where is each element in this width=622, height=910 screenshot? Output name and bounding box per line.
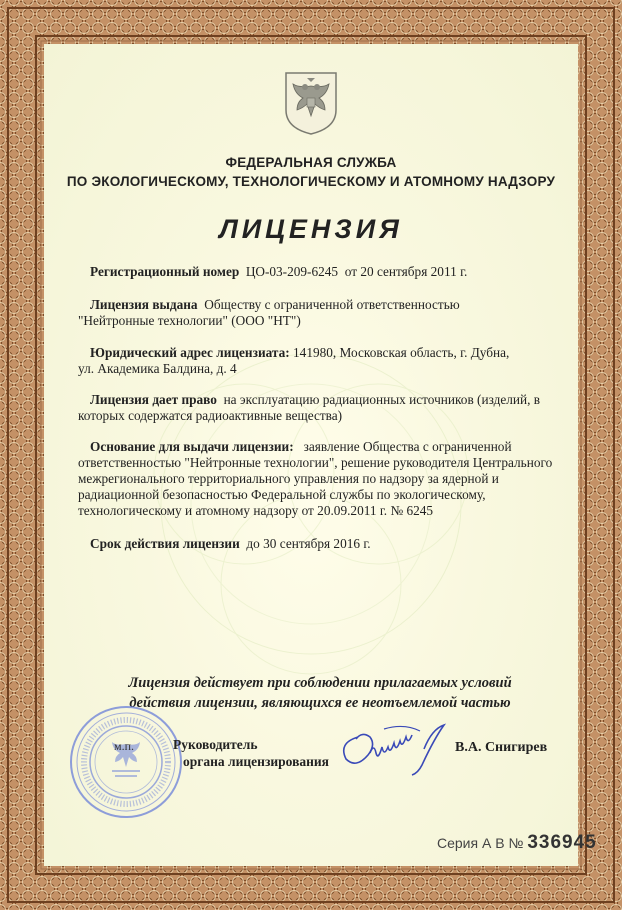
legal-address-label: Юридический адрес лицензиата: xyxy=(90,345,290,360)
license-basis-line5: технологическому и атомному надзору от 20.09.2011 г. № 6245 xyxy=(78,503,434,518)
license-basis-line3: межрегионального территориального управления по надзору за ядерной и xyxy=(78,471,499,486)
signer-name: В.А. Снигирев xyxy=(455,740,548,755)
license-basis-line4: радиационной безопасностью Федеральной службы по экологическому, xyxy=(78,487,486,502)
license-right-label: Лицензия дает право xyxy=(90,392,217,407)
agency-name-line1: ФЕДЕРАЛЬНАЯ СЛУЖБА xyxy=(225,155,397,170)
issued-to-line1: Обществу с ограниченной ответственностью xyxy=(204,297,460,312)
validity-value: до 30 сентября 2016 г. xyxy=(246,536,371,551)
license-basis-line2: ответственностью "Нейтронные технологии", решение руководителя Центрального xyxy=(78,455,553,470)
license-right-field xyxy=(78,392,558,424)
license-basis-label: Основание для выдачи лицензии: xyxy=(90,439,294,454)
serial-number xyxy=(437,832,597,854)
validity-note-line2: действия лицензии, являющихся ее неотъемлемой частью xyxy=(129,695,511,711)
issued-to-label: Лицензия выдана xyxy=(90,297,198,312)
handwritten-signature xyxy=(336,723,450,777)
legal-address-field xyxy=(78,345,558,377)
registration-date: от 20 сентября 2011 г. xyxy=(344,264,468,279)
head-title-line1: Руководитель xyxy=(173,737,258,752)
registration-label: Регистрационный номер xyxy=(90,264,240,279)
license-basis-line1: заявление Общества с ограниченной xyxy=(303,439,512,454)
license-basis-field xyxy=(78,439,558,519)
validity-field xyxy=(78,536,558,552)
series-number: 336945 xyxy=(527,832,597,853)
document-title: ЛИЦЕНЗИЯ xyxy=(219,214,403,244)
license-right-line1: на эксплуатацию радиационных источников (изделий, в xyxy=(223,392,541,407)
issued-to-line2: "Нейтронные технологии" (ООО "НТ") xyxy=(78,313,301,328)
head-title xyxy=(173,736,329,770)
head-title-line2: органа лицензирования xyxy=(183,754,329,769)
license-right-line2: которых содержатся радиоактивные вещества) xyxy=(78,408,343,423)
legal-address-line1: 141980, Московская область, г. Дубна, xyxy=(293,345,510,360)
agency-name-line2: ПО ЭКОЛОГИЧЕСКОМУ, ТЕХНОЛОГИЧЕСКОМУ И АТОМНОМУ НАДЗОРУ xyxy=(66,174,556,189)
legal-address-line2: ул. Академика Балдина, д. 4 xyxy=(78,361,237,376)
registration-field xyxy=(90,264,570,280)
seal-place-label: м.п. xyxy=(114,739,135,753)
validity-note-line1: Лицензия действует при соблюдении прилагаемых условий xyxy=(128,675,512,691)
validity-label: Срок действия лицензии xyxy=(90,536,240,551)
coat-of-arms-emblem xyxy=(283,70,339,136)
official-seal-stamp xyxy=(68,704,184,820)
registration-number: ЦО-03-209-6245 xyxy=(245,264,339,279)
issued-to-field xyxy=(78,297,558,329)
series-label: Серия А В № xyxy=(437,835,524,851)
